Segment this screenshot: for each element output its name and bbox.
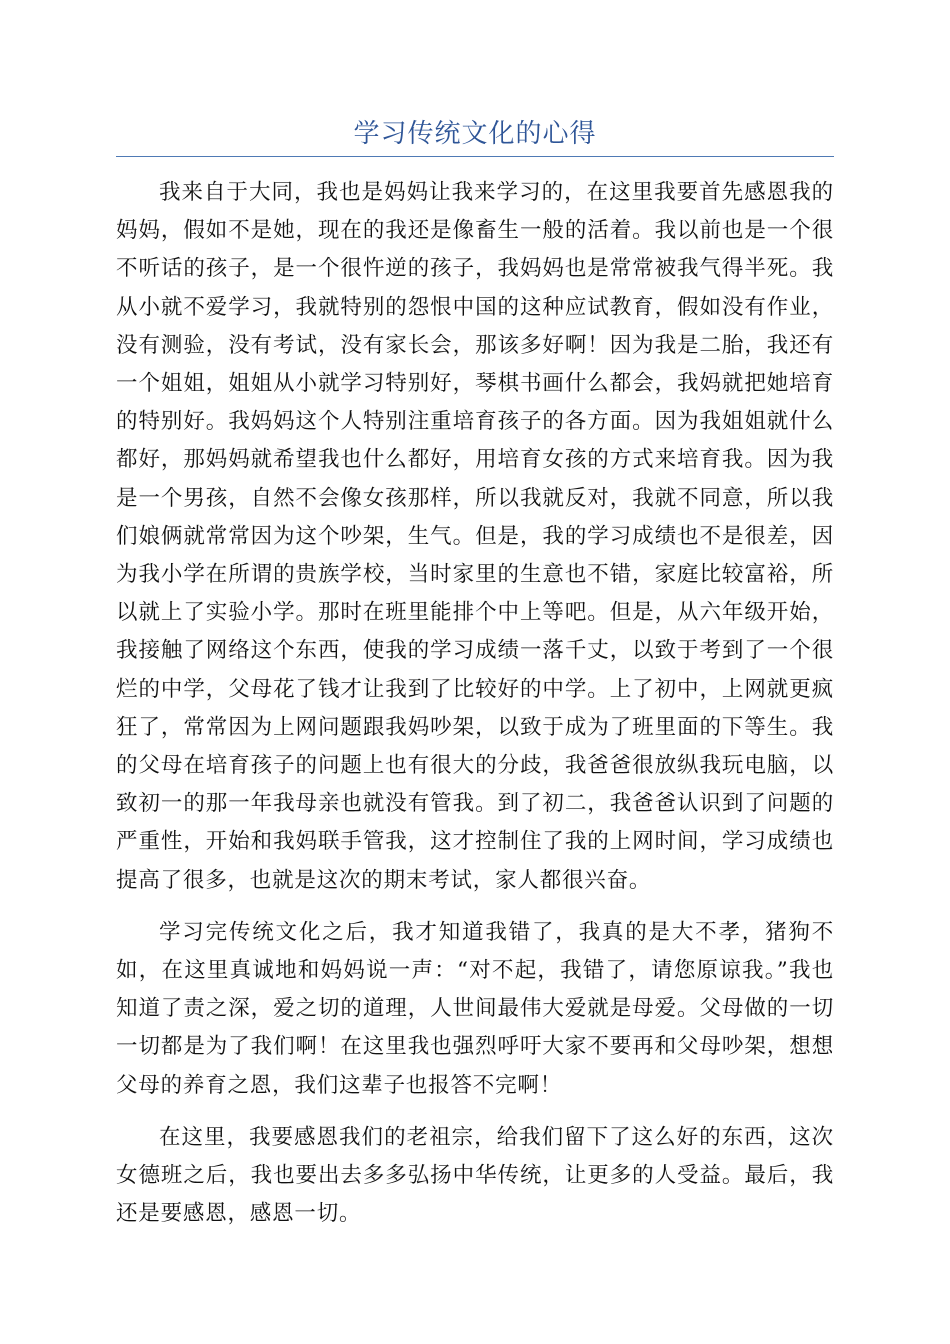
paragraph-2: 学习完传统文化之后，我才知道我错了，我真的是大不孝，猪狗不如，在这里真诚地和妈妈说一声：“对不起，我错了，请您原谅我。”我也知道了责之深，爱之切的道理，人世间最伟大爱就是母爱。父母做的一切一切都是为了我们啊！在这里我也强烈呼吁大家不要再和父母吵架，想想父母的养育之恩，我们这辈子也报答不完啊！ <box>116 919 834 1098</box>
title-block <box>116 112 834 157</box>
page-title: 学习传统文化的心得 <box>353 119 597 149</box>
paragraph-3: 在这里，我要感恩我们的老祖宗，给我们留下了这么好的东西，这次女德班之后，我也要出去多多弘扬中华传统，让更多的人受益。最后，我还是要感恩，感恩一切。 <box>116 1124 834 1227</box>
paragraph-1: 我来自于大同，我也是妈妈让我来学习的，在这里我要首先感恩我的妈妈，假如不是她，现在的我还是像畜生一般的活着。我以前也是一个很不听话的孩子，是一个很忤逆的孩子，我妈妈也是常常被我气得半死。我从小就不爱学习，我就特别的怨恨中国的这种应试教育，假如没有作业，没有测验，没有考试，没有家长会，那该多好啊！因为我是二胎，我还有一个姐姐，姐姐从小就学习特别好，琴棋书画什么都会，我妈就把她培育的特别好。我妈妈这个人特别注重培育孩子的各方面。因为我姐姐就什么都好，那妈妈就希望我也什么都好，用培育女孩的方式来培育我。因为我是一个男孩，自然不会像女孩那样，所以我就反对，我就不同意，所以我们娘俩就常常因为这个吵架，生气。但是，我的学习成绩也不是很差，因为我小学在所谓的贵族学校，当时家里的生意也不错，家庭比较富裕，所以就上了实验小学。那时在班里能排个中上等吧。但是，从六年级开始，我接触了网络这个东西，使我的学习成绩一落千丈，以致于考到了一个很烂的中学，父母花了钱才让我到了比较好的中学。上了初中，上网就更疯狂了，常常因为上网问题跟我妈吵架，以致于成为了班里面的下等生。我的父母在培育孩子的问题上也有很大的分歧，我爸爸很放纵我玩电脑，以致初一的那一年我母亲也就没有管我。到了初二，我爸爸认识到了问题的严重性，开始和我妈联手管我，这才控制住了我的上网时间，学习成绩也提高了很多，也就是这次的期末考试，家人都很兴奋。 <box>116 180 834 893</box>
document-body <box>116 174 834 1233</box>
